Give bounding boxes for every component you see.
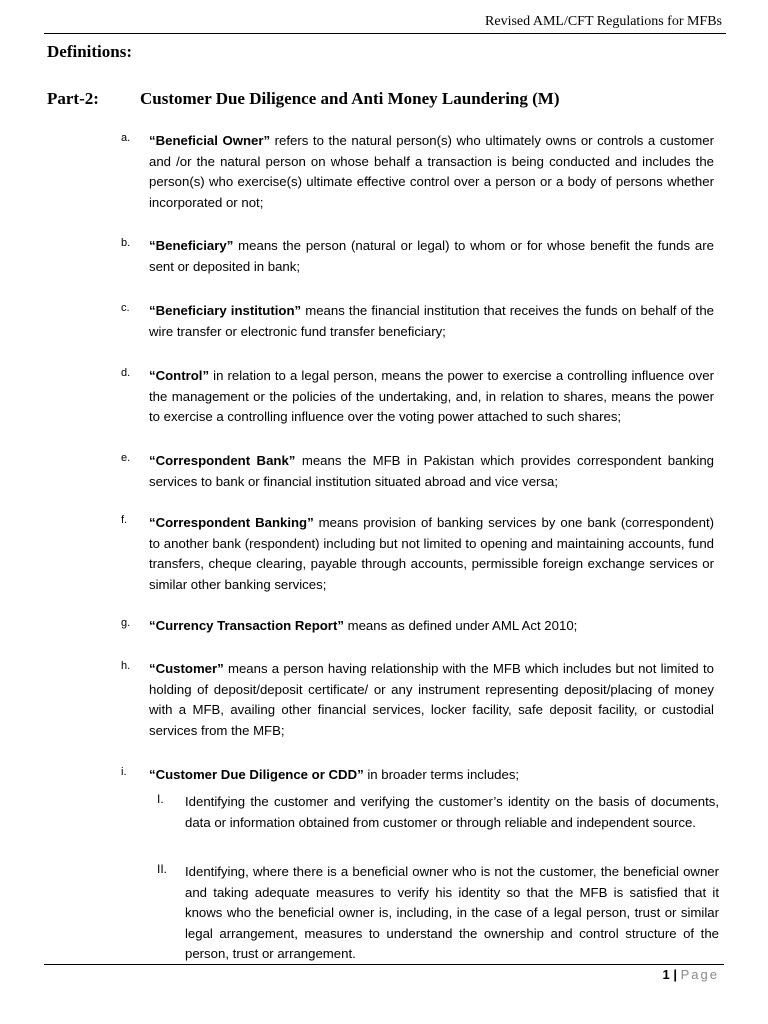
definition-term: “Correspondent Banking” — [149, 515, 314, 530]
definition-term: “Customer Due Diligence or CDD” — [149, 767, 364, 782]
header-divider — [44, 33, 726, 34]
definition-body: means the person (natural or legal) to whom or for whose benefit the funds are sent or deposited in bank; — [149, 238, 714, 274]
cdd-item-text: Identifying the customer and verifying the customer’s identity on the basis of documents, data or information obtained from customer or through reliable and independent source. — [185, 794, 719, 830]
definition-marker: e. — [121, 452, 131, 464]
definition-marker: g. — [121, 617, 131, 629]
definition-marker: a. — [121, 132, 131, 144]
definition-marker: i. — [121, 766, 127, 778]
cdd-item-text: Identifying, where there is a beneficial owner who is not the customer, the beneficial owner and taking adequate measures to verify his identity so that the MFB is satisfied that it knows who the beneficial owner is, including, in the case of a legal person, trust or similar legal arrangement, measures to understand the ownership and control structure of the person, trust or arrangement. — [185, 864, 719, 961]
definition-currency-transaction-report — [121, 616, 714, 637]
cdd-item-marker: I. — [157, 792, 164, 806]
definition-marker: c. — [121, 302, 130, 314]
definition-marker: h. — [121, 660, 131, 672]
footer-divider — [44, 964, 724, 965]
part-label: Part-2: — [47, 89, 99, 108]
definition-term: “Beneficiary institution” — [149, 303, 302, 318]
definitions-heading: Definitions: — [47, 42, 132, 61]
page-label: Page — [680, 967, 719, 982]
definition-term: “Currency Transaction Report” — [149, 618, 344, 633]
part-title: Customer Due Diligence and Anti Money Laundering (M) — [140, 89, 560, 108]
definition-term: “Beneficial Owner” — [149, 133, 271, 148]
definition-marker: f. — [121, 514, 128, 526]
page-footer — [663, 967, 720, 982]
definition-customer-due-diligence — [121, 765, 714, 786]
definition-body: in relation to a legal person, means the power to exercise a controlling influence over the management or the policies of the undertaking, and, in relation to shares, means the power to exercise a controlling influence over the voting power attached to such shares; — [149, 368, 714, 424]
definition-term: “Control” — [149, 368, 210, 383]
definition-term: “Beneficiary” — [149, 238, 234, 253]
definition-body: refers to the natural person(s) who ultimately owns or controls a customer and /or the natural person on whose behalf a transaction is being conducted and includes the person(s) who exercise(s) ultimate effective control over a person or a body of persons whether incorporated or not; — [149, 133, 714, 210]
page-separator: | — [673, 967, 677, 982]
running-header: Revised AML/CFT Regulations for MFBs — [485, 14, 722, 29]
definition-body: means the MFB in Pakistan which provides correspondent banking services to bank or financial institution situated abroad and vice versa; — [149, 453, 714, 489]
definition-body: means as defined under AML Act 2010; — [343, 618, 578, 633]
definition-term: “Correspondent Bank” — [149, 453, 296, 468]
definition-control — [121, 366, 714, 428]
definition-customer — [121, 659, 714, 741]
cdd-item-1 — [157, 792, 719, 833]
definition-marker: d. — [121, 367, 131, 379]
definition-body: means the financial institution that receives the funds on behalf of the wire transfer or electronic fund transfer beneficiary; — [149, 303, 714, 339]
definition-body: means a person having relationship with the MFB which includes but not limited to holding of deposit/deposit certificate/ or any instrument representing deposit/placing of money with a MFB, availing other financial services, locker facility, safe deposit facility, or custodial services from the MFB; — [149, 661, 714, 738]
definition-beneficiary — [121, 236, 714, 277]
definition-beneficiary-institution — [121, 301, 714, 342]
definition-correspondent-bank — [121, 451, 714, 492]
definition-correspondent-banking — [121, 513, 714, 595]
cdd-item-2 — [157, 862, 719, 965]
definition-marker: b. — [121, 237, 131, 249]
definition-beneficial-owner — [121, 131, 714, 213]
definition-body: in broader terms includes; — [363, 767, 520, 782]
page-number: 1 — [662, 967, 670, 982]
definition-body: means provision of banking services by one bank (correspondent) to another bank (respondent) including but not limited to opening and maintaining accounts, fund transfers, cheque clearing, payable through accounts, permissible foreign exchange services or similar other banking services; — [149, 515, 714, 592]
cdd-item-marker: II. — [157, 862, 168, 876]
definition-term: “Customer” — [149, 661, 224, 676]
